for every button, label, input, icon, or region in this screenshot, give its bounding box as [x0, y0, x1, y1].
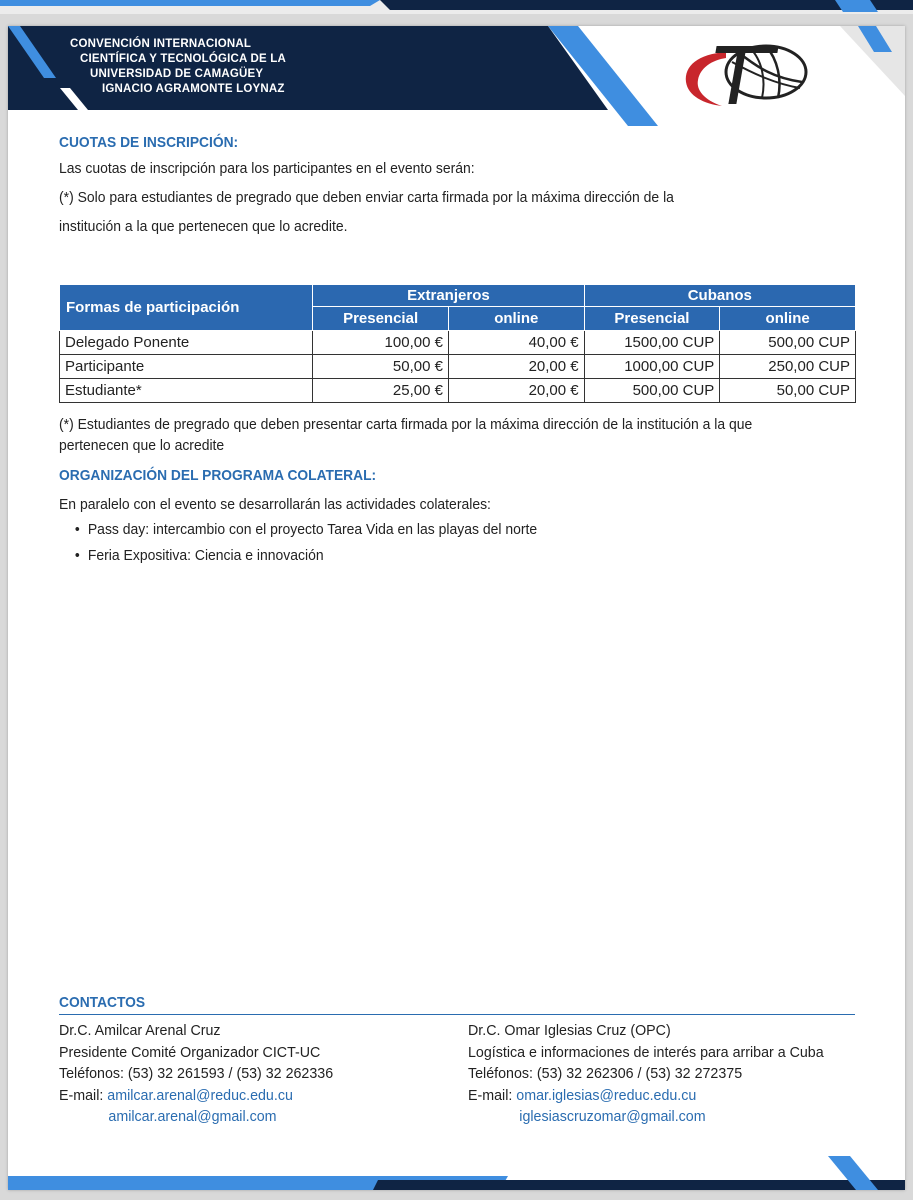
- previous-page-decoration: [0, 0, 913, 14]
- previous-page-strip: [0, 0, 913, 14]
- contact-phones: Teléfonos: (53) 32 262306 / (53) 32 272375: [468, 1065, 743, 1082]
- fee-cell: 20,00 €: [448, 355, 584, 379]
- cuotas-note-line: institución a la que pertenecen que lo acredite.: [59, 218, 348, 235]
- contact-phones: Teléfonos: (53) 32 261593 / (53) 32 262336: [59, 1065, 334, 1082]
- contact-left: [59, 1020, 348, 1128]
- col-header-formas: Formas de participación: [60, 285, 313, 331]
- table-footnote-line: (*) Estudiantes de pregrado que deben presentar carta firmada por la máxima dirección de la institución a la que: [59, 416, 753, 433]
- row-label: Estudiante*: [60, 379, 313, 403]
- contact-name: Dr.C. Amilcar Arenal Cruz: [59, 1022, 221, 1039]
- contact-email-row: [468, 1085, 824, 1107]
- email-label: E-mail:: [59, 1086, 104, 1104]
- fee-cell: 1500,00 CUP: [584, 331, 720, 355]
- table-row: [60, 331, 856, 355]
- list-item: • Pass day: intercambio con el proyecto Tarea Vida en las playas del norte: [73, 517, 537, 543]
- fee-cell: 100,00 €: [313, 331, 449, 355]
- contact-role: Presidente Comité Organizador CICT-UC: [59, 1043, 321, 1061]
- contactos-title: CONTACTOS: [59, 994, 146, 1011]
- fee-cell: 500,00 CUP: [720, 331, 856, 355]
- fee-cell: 25,00 €: [313, 379, 449, 403]
- programa-list: [73, 517, 572, 569]
- email-link[interactable]: omar.iglesias@reduc.edu.cu: [516, 1086, 697, 1104]
- event-title-line: CIENTÍFICA Y TECNOLÓGICA DE LA: [80, 53, 286, 65]
- fee-cell: 50,00 €: [313, 355, 449, 379]
- event-title: [56, 37, 346, 97]
- contact-right: [468, 1020, 842, 1128]
- contact-role: Logística e informaciones de interés para arribar a Cuba: [468, 1043, 824, 1061]
- contact-name: Dr.C. Omar Iglesias Cruz (OPC): [468, 1022, 671, 1039]
- table-header-row: [60, 285, 856, 307]
- cuotas-note-line: (*) Solo para estudiantes de pregrado que deben enviar carta firmada por la máxima dirección de la: [59, 189, 674, 206]
- programa-title: ORGANIZACIÓN DEL PROGRAMA COLATERAL:: [59, 467, 377, 484]
- contact-email-row: [59, 1085, 333, 1107]
- subheader-presencial: Presencial: [584, 307, 720, 331]
- subheader-presencial: Presencial: [313, 307, 449, 331]
- event-title-line: IGNACIO AGRAMONTE LOYNAZ: [102, 83, 285, 95]
- email-link[interactable]: amilcar.arenal@gmail.com: [108, 1108, 277, 1125]
- fee-cell: 1000,00 CUP: [584, 355, 720, 379]
- group-header-cubanos: Cubanos: [584, 285, 855, 307]
- contact-email-row: [59, 1106, 333, 1128]
- contact-email-row: [468, 1106, 824, 1128]
- row-label: Participante: [60, 355, 313, 379]
- fee-cell: 50,00 CUP: [720, 379, 856, 403]
- table-footnote: [59, 414, 859, 456]
- group-header-extranjeros: Extranjeros: [313, 285, 584, 307]
- table-row: [60, 379, 856, 403]
- fees-table: [59, 284, 856, 403]
- table-footnote-line: pertenecen que lo acredite: [59, 437, 225, 454]
- subheader-online: online: [720, 307, 856, 331]
- fee-cell: 40,00 €: [448, 331, 584, 355]
- list-item: • Feria Expositiva: Ciencia e innovación: [73, 543, 537, 569]
- cuotas-intro: Las cuotas de inscripción para los participantes en el evento serán:: [59, 160, 475, 177]
- fee-cell: 250,00 CUP: [720, 355, 856, 379]
- table-row: [60, 355, 856, 379]
- fee-cell: 500,00 CUP: [584, 379, 720, 403]
- email-link[interactable]: iglesiascruzomar@gmail.com: [519, 1108, 706, 1125]
- fee-cell: 20,00 €: [448, 379, 584, 403]
- email-link[interactable]: amilcar.arenal@reduc.edu.cu: [107, 1086, 293, 1104]
- globe-ct-logo-icon: [678, 38, 818, 112]
- subheader-online: online: [448, 307, 584, 331]
- email-label: E-mail:: [468, 1086, 513, 1104]
- programa-intro: En paralelo con el evento se desarrollarán las actividades colaterales:: [59, 496, 491, 513]
- contactos-divider: [59, 1014, 855, 1015]
- row-label: Delegado Ponente: [60, 331, 313, 355]
- footer-banner: [8, 1150, 905, 1190]
- event-title-line: CONVENCIÓN INTERNACIONAL: [70, 38, 252, 50]
- cuotas-title: CUOTAS DE INSCRIPCIÓN:: [59, 134, 239, 151]
- document-page: [8, 26, 905, 1190]
- event-title-line: UNIVERSIDAD DE CAMAGÜEY: [90, 68, 264, 80]
